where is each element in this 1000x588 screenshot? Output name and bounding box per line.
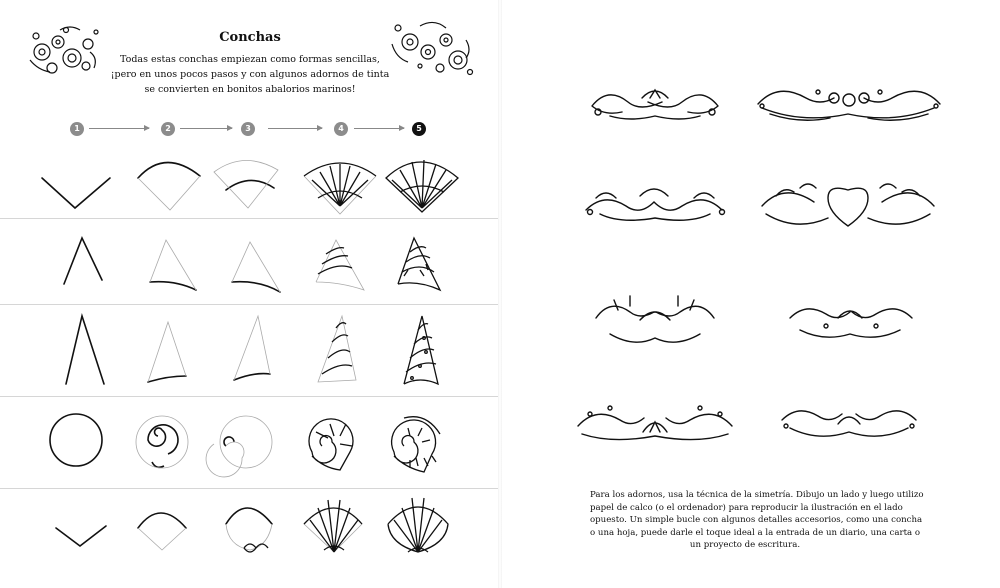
ornament-flourish-shell-small — [592, 90, 718, 119]
ornaments-note — [590, 489, 924, 552]
ornament-flourish-leaf-scroll — [586, 189, 725, 220]
step-badge: 3 — [241, 122, 255, 136]
ornament-flourish-curl-shell — [782, 411, 916, 436]
note-line: un proyecto de escritura. — [689, 540, 801, 550]
ornament-flourish-shell-vine — [790, 309, 912, 337]
note-line: papel de calco (o el ordenador) para reproducir la ilustración en el lado — [590, 502, 903, 513]
ornament-flourish-coral-shell — [578, 406, 732, 440]
intro-line: ¡pero en unos pocos pasos y con algunos adornos de tinta — [110, 69, 390, 80]
right-page — [500, 0, 1000, 588]
step-badge-active: 5 — [412, 122, 426, 136]
page-title: Conchas — [219, 30, 281, 45]
note-line: o una hoja, puede darle el toque ideal a la entrada de un diario, una carta o — [590, 527, 921, 538]
step-badge: 4 — [334, 122, 348, 136]
note-line: Para los adornos, usa la técnica de la simetría. Dibujo un lado y luego utilizo — [590, 490, 924, 500]
intro-line: Todas estas conchas empiezan como formas sencillas, — [120, 54, 380, 65]
intro-line: se convierten en bonitos abalorios marinos! — [144, 84, 356, 95]
ornament-flourish-beaded-wide — [758, 90, 940, 120]
ornament-flourish-fern — [596, 296, 714, 342]
step-badge: 1 — [70, 122, 84, 136]
ornament-flourish-heart — [762, 184, 934, 226]
step-badge: 2 — [161, 122, 175, 136]
note-line: opuesto. Un simple bucle con algunos detalles accesorios, como una concha — [590, 515, 923, 525]
